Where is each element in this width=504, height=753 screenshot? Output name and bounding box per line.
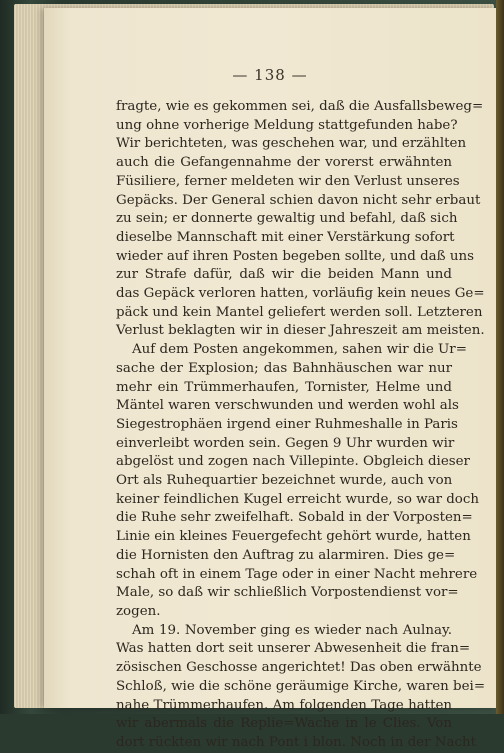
- text-line: Gepäcks. Der General schien davon nicht sehr erbaut: [116, 192, 481, 208]
- book-page: [44, 8, 496, 750]
- text-line: das Gepäck verloren hatten, vorläufig kein neues Ge=: [116, 286, 485, 302]
- text-line: fragte, wie es gekommen sei, daß die Ausfallsbeweg=: [116, 99, 484, 114]
- text-line: Am 19. November ging es wieder nach Aulnay.: [132, 622, 452, 638]
- text-line: dort rückten wir nach Pont i blon. Noch in der Nacht: [116, 734, 476, 750]
- text-line: die Ruhe sehr zweifelhaft. Sobald in der Vorposten=: [116, 510, 473, 526]
- text-line: Auf dem Posten angekommen, sahen wir die Ur=: [132, 342, 467, 358]
- text-line: mehr ein Trümmerhaufen, Tornister, Helme und: [116, 379, 452, 395]
- text-line: Füsiliere, ferner meldeten wir den Verlust unseres: [116, 173, 460, 189]
- text-line: ung ohne vorherige Meldung stattgefunden habe?: [116, 117, 458, 133]
- text-line: Male, so daß wir schließlich Vorpostendienst vor=: [116, 585, 459, 601]
- page-text: [116, 98, 486, 753]
- text-line: einverleibt worden sein. Gegen 9 Uhr wurden wir: [116, 435, 455, 451]
- text-line: wir abermals die Replie=Wache in le Clies. Von: [116, 716, 452, 732]
- text-line: Schloß, wie die schöne geräumige Kirche, waren bei=: [116, 678, 486, 694]
- text-line: Linie ein kleines Feuergefecht gehört wurde, hatten: [116, 529, 471, 545]
- text-line: schah oft in einem Tage oder in einer Nacht mehrere: [116, 566, 478, 582]
- text-line: zu sein; er donnerte gewaltig und befahl, daß sich: [116, 211, 458, 227]
- text-line: Was hatten dort seit unserer Abwesenheit die fran=: [116, 641, 471, 657]
- text-line: dieselbe Mannschaft mit einer Verstärkung sofort: [116, 229, 455, 245]
- text-line: Ort als Ruhequartier bezeichnet wurde, auch von: [116, 473, 453, 489]
- text-line: zur Strafe dafür, daß wir die beiden Mann und: [116, 267, 452, 283]
- text-line: Siegestrophäen irgend einer Ruhmeshalle in Paris: [116, 416, 458, 432]
- text-line: wieder auf ihren Posten begeben sollte, und daß uns: [116, 248, 474, 264]
- text-line: Verlust beklagten wir in dieser Jahreszeit am meisten.: [116, 323, 485, 339]
- text-line: Wir berichteten, was geschehen war, und erzählten: [116, 136, 467, 152]
- text-line: auch die Gefangennahme der vorerst erwähnten: [116, 155, 452, 171]
- text-line: zogen.: [116, 603, 161, 619]
- text-line: sache der Explosion; das Bahnhäuschen war nur: [116, 360, 452, 376]
- text-line: päck und kein Mantel geliefert werden soll. Letzteren: [116, 304, 483, 320]
- text-line: die Hornisten den Auftrag zu alarmiren. Dies ge=: [116, 547, 456, 563]
- book-spine-edge: [496, 0, 504, 714]
- text-line: nahe Trümmerhaufen. Am folgenden Tage hatten: [116, 697, 452, 713]
- text-line: keiner feindlichen Kugel erreicht wurde, so war doch: [116, 491, 479, 507]
- page-number: — 138 —: [232, 66, 308, 84]
- text-line: abgelöst und zogen nach Villepinte. Obgleich dieser: [116, 454, 470, 470]
- text-line: zösischen Geschosse angerichtet! Das oben erwähnte: [116, 660, 482, 676]
- text-line: Mäntel waren verschwunden und werden wohl als: [116, 398, 459, 414]
